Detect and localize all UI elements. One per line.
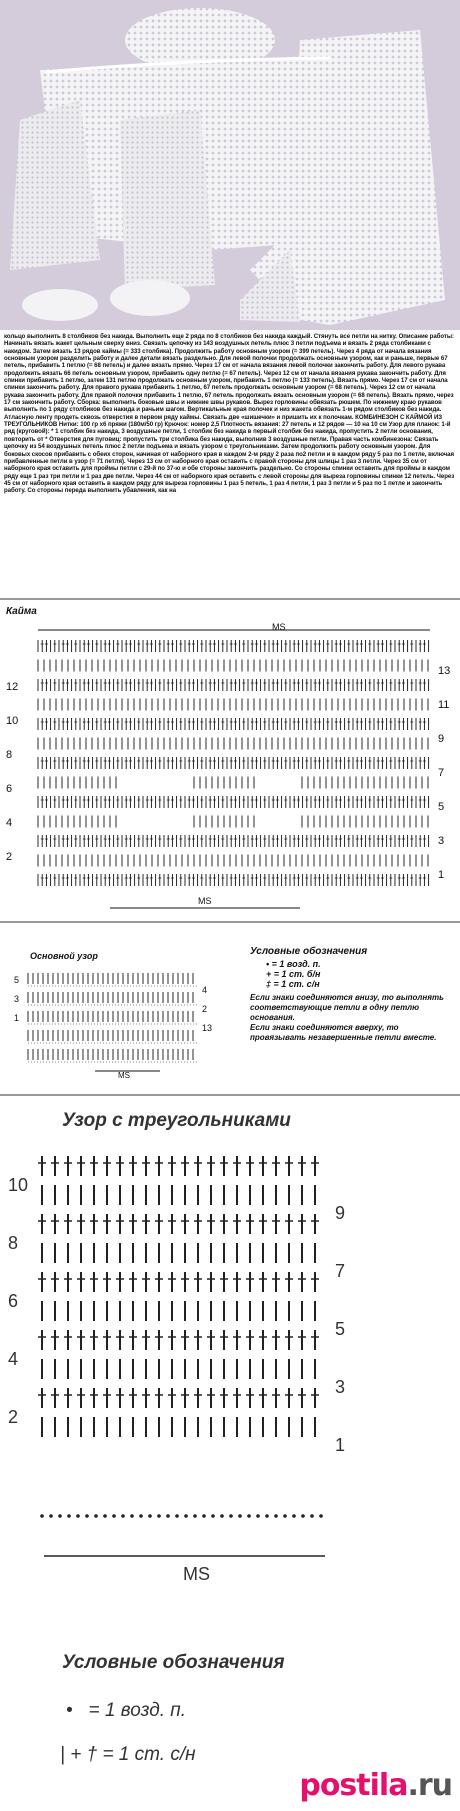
triangle-pattern-chart (0, 1096, 460, 1811)
chain-dot (166, 1514, 170, 1518)
legend-title: Условные обозначения (250, 946, 368, 957)
chain-dot (301, 1514, 305, 1518)
main-pattern-rows-left (14, 971, 19, 1028)
legend-note-1: Если знаки соединяются внизу, то выполнять соответствующие петли в одну петлю основания. (250, 993, 444, 1022)
chain-dot (103, 1514, 107, 1518)
row-number: 6 (6, 783, 13, 795)
chain-stitch-icon: • (266, 959, 270, 969)
double-crochet-icon: | + † (60, 1744, 98, 1765)
legend-text: = 1 возд. п. (88, 1700, 186, 1721)
main-pattern-ms: MS (118, 1071, 130, 1080)
chain-dot (139, 1514, 143, 1518)
pattern-description (4, 333, 456, 595)
row-number: 13 (438, 665, 451, 677)
row-number: 2 (6, 851, 13, 863)
legend-text: = 1 ст. с/н (273, 979, 320, 989)
chain-dot (112, 1514, 116, 1518)
chain-dot (94, 1514, 98, 1518)
chain-dot (193, 1514, 197, 1518)
chain-dot (247, 1514, 251, 1518)
chain-dot (292, 1514, 296, 1518)
legend-item-dc (250, 979, 455, 989)
legend-big-title: Условные обозначения (62, 1652, 285, 1673)
chain-dot (202, 1514, 206, 1518)
row-number: 4 (8, 1349, 19, 1369)
row-number: 3 (14, 994, 20, 1004)
chain-dot (184, 1514, 188, 1518)
description-text: кольцо выполнить 8 столбиков без накида. Выполнить еще 2 ряда по 8 столбиков без накида каждый. Стянуть все петли на нитку. Описание работы: Начинать вязать жакет цельным сверху вниз. Связать цепочку из 143 воздушных петель плюс 3 петли подъема и вязать 2 ряда столбиками с накидом. Затем вязать 13 рядов каймы (= 333 столбика). Продолжить работу основным узором (= 399 петель). Через 4 ряда от начала вязания основным узором разделить работу и далее детали вязать раздельно. Для левой полочки продолжать основным узором, как и раньше, первые 67 петель, прибавить 1 петлю (= 68 петель) и далее вязать прямо. Через 17 см от начала вязания левой полочки закончить работу. Для левого рукава продолжить вязать 66 петель основным узором, прибавить одну петлю (= 67 петель). Через 12 см от начала вязания рукава закончить работу. Для спинки прибавить 1 петлю, затем 131 петлю продолжать основным узором, прибавить 1 петлю (= 133 петель). Вязать прямо. Через 17 см от начала спинки закончить работу. Для правого рукава прибавить 1 петлю, 67 петель продолжать основным узором (= 68 петель). Через 12 см от начала рукава закончить работу. Для правой полочки прибавить 1 петлю, 67 петель продолжать вязать основным узором (= 68 петель). Вязать прямо, через 17 см закончить работу. Сборка: выполнить боковые швы и нижние швы рукавов. Вырез горловины обвязать рюшем. По нижнему краю рукавов выполнить по 1 ряду столбиков без накида и рачьим шагом. Вертикальные края полочек и низ жакета обвязать 1-м рядом столбиков без накида. Атласную ленту продеть сквозь отверстия в первом ряду каймы. Связать две «шишечки» и пришить их к полочкам. КОМБИНЕЗОН С КАЙМОЙ ИЗ ТРЕУГОЛЬНИКОВ Нитки: 100 гр х6 пряжи (180м/50 гр) Крючок: номер 2,5 Плотность вязания: 27 петель и 12 рядов — 10 на 10 см Узор для планок: 1-й ряд (круговой): * 1 столбик без накида, 3 воздушные петли, 1 столбик без накида в первый столбик без накида, пропустить 2 петли основания, повторить от * Отверстия для пуговиц: пропустить три столбика без накида, выполнив 3 воздушные петли. Правая часть комбинезона: Связать цепочку из 54 воздушных петель плюс 2 петли подъема и вязать узором с треугольниками. Затем продолжить работу основным узором. Для боковых скосов прибавить с обеих сторон, начиная от наборного края в каждом 2-м ряду 2 раза по2 петли и в каждом ряду 5 раз по 1 петле, включая прибавленные петли в узор (= 71 петля). Через 13 см от наборного края оставить с правой стороны для шлицы 1 раз 3 петли. Через 35 см от наборного края оставить для проймы петли с 29-й по 37-ю и обе стороны закончить раздельно. Со стороны спинки оставить для проймы в каждом ряду еще 1 раз три петли и 1 раз две петли. Через 44 см от наборного края оставить с левой стороны для выреза горловины спинки 12 петель. Через 45 см от наборного края оставить в каждом ряду для выреза горловины 1 раз 5 петель, 1 раз 4 петли, 1 раз 3 петли и 5 раз по 1 петле и закончить работу. Со стороны переда выполнить убавления, как на (4, 333, 455, 495)
kayma-ms-top: MS (272, 622, 286, 632)
chain-dot (130, 1514, 134, 1518)
chain-dot (256, 1514, 260, 1518)
chain-dot (67, 1514, 71, 1518)
legend-text: = 1 возд. п. (271, 959, 321, 969)
kayma-row-numbers-right (438, 654, 450, 892)
main-pattern-rows-right (202, 981, 212, 1038)
kayma-symbols (0, 600, 460, 920)
chain-dot (319, 1514, 323, 1518)
kayma-row-numbers-left (6, 670, 18, 874)
row-number: 13 (202, 1023, 213, 1033)
chain-dot (85, 1514, 89, 1518)
legend-big-item-chain (66, 1700, 186, 1722)
chain-dot (229, 1514, 233, 1518)
row-number: 6 (8, 1291, 19, 1311)
kayma-chart (0, 600, 460, 920)
row-number: 10 (8, 1175, 29, 1195)
row-number: 9 (438, 733, 445, 745)
legend-small (250, 947, 455, 1043)
row-number: 5 (335, 1319, 346, 1339)
garment-photo (0, 0, 460, 330)
postila-watermark (299, 1768, 452, 1803)
row-number: 5 (14, 975, 20, 985)
chain-dot (40, 1514, 44, 1518)
legend-text: = 1 ст. б/н (273, 969, 321, 979)
chain-dot (274, 1514, 278, 1518)
chain-dot (121, 1514, 125, 1518)
double-crochet-icon: ‡ (266, 979, 272, 989)
chain-dot (283, 1514, 287, 1518)
chain-dot (211, 1514, 215, 1518)
chain-dot (157, 1514, 161, 1518)
chain-dot (310, 1514, 314, 1518)
chain-dot (49, 1514, 53, 1518)
row-number: 3 (438, 835, 445, 847)
legend-text: = 1 ст. с/н (102, 1744, 196, 1765)
chain-dot (148, 1514, 152, 1518)
row-number: 8 (8, 1233, 19, 1253)
triangle-pattern-title: Узор с треугольниками (62, 1110, 291, 1131)
row-number: 10 (6, 715, 19, 727)
chain-dot (175, 1514, 179, 1518)
row-number: 2 (8, 1407, 19, 1427)
row-number: 5 (438, 801, 445, 813)
row-number: 4 (202, 985, 208, 995)
chain-stitch-icon: • (66, 1700, 73, 1721)
main-pattern-title: Основной узор (30, 951, 98, 961)
row-number: 12 (6, 681, 19, 693)
single-crochet-icon: + (266, 969, 272, 979)
main-pattern-chart (0, 923, 460, 1093)
row-number: 4 (6, 817, 13, 829)
row-number: 1 (335, 1435, 346, 1455)
row-number: 1 (14, 1013, 20, 1023)
kayma-ms-bottom: MS (198, 896, 212, 906)
legend-item-sc (250, 969, 455, 979)
legend-big-item-dc (60, 1744, 196, 1766)
chain-dot (238, 1514, 242, 1518)
row-number: 7 (335, 1261, 346, 1281)
triangle-rows-left (8, 1156, 28, 1446)
row-number: 8 (6, 749, 13, 761)
chain-dot (220, 1514, 224, 1518)
row-number: 2 (202, 1004, 208, 1014)
legend-note-2: Если знаки соединяются вверху, то провязывать незавершенные петли вместе. (250, 1023, 437, 1042)
row-number: 3 (335, 1377, 346, 1397)
chain-dot (76, 1514, 80, 1518)
chain-dot (265, 1514, 269, 1518)
row-number: 9 (335, 1203, 346, 1223)
brand-tld: .ru (407, 1768, 452, 1803)
brand-text: postila (299, 1768, 408, 1803)
row-number: 11 (438, 699, 450, 711)
kayma-title: Кайма (6, 606, 37, 617)
chain-dot (58, 1514, 62, 1518)
triangle-ms: MS (183, 1564, 210, 1584)
row-number: 1 (438, 869, 445, 881)
row-number: 7 (438, 767, 445, 779)
crochet-baby-set-photo (0, 0, 460, 330)
triangle-rows-right (335, 1184, 345, 1474)
legend-item-chain (250, 959, 455, 969)
